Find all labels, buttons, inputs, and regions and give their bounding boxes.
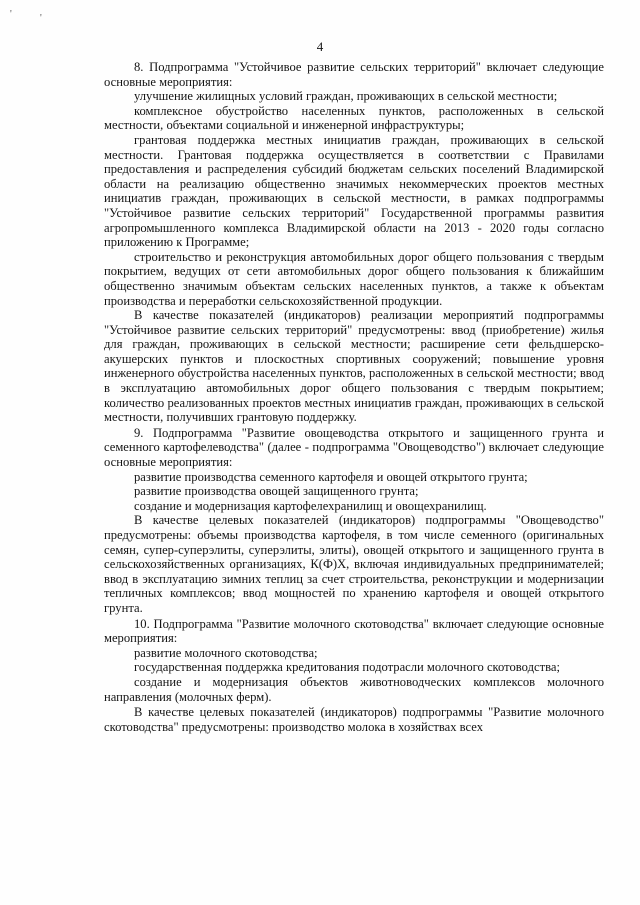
document-body xyxy=(104,60,604,734)
page-number: 4 xyxy=(316,39,324,54)
list-item-dairy-farms: создание и модернизация объектов животноводческих комплексов молочного направления (молочных ферм). xyxy=(104,674,604,704)
list-item-greenhouse-vegetables: развитие производства овощей защищенного грунта; xyxy=(134,484,419,499)
paragraph-subprogram-9-intro: 9. Подпрограмма "Развитие овощеводства открытого и защищенного грунта и семенного картофелеводства" (далее - подпрограмма "Овощеводство") включает следующие основные мероприятия: xyxy=(104,425,604,470)
list-item-housing: улучшение жилищных условий граждан, проживающих в сельской местности; xyxy=(134,89,558,104)
margin-mark: ' xyxy=(40,13,42,24)
paragraph-subprogram-10-intro: 10. Подпрограмма "Развитие молочного скотоводства" включает следующие основные мероприятия: xyxy=(104,616,604,646)
paragraph-indicators-10: В качестве целевых показателей (индикаторов) подпрограммы "Развитие молочного скотоводства" предусмотрены: производство молока в хозяйствах всех xyxy=(104,705,604,734)
list-item-seed-potato: развитие производства семенного картофеля и овощей открытого грунта; xyxy=(134,469,528,484)
list-item-roads: строительство и реконструкция автомобильных дорог общего пользования с твердым покрытием, ведущих от сети автомобильных дорог общего пользования к ближайшим общественно значимым объектам сельских населенных пунктов, а также к объектам производства и переработки сельскохозяйственной продукции. xyxy=(104,249,604,308)
margin-mark: ' xyxy=(10,9,12,20)
paragraph-indicators-9: В качестве целевых показателей (индикаторов) подпрограммы "Овощеводство" предусмотрены: объемы производства картофеля, в том числе семенного (оригинальных семян, супер-суперэлиты, суперэлиты, элиты), овощей открытого и защищенного грунта в сельскохозяйственных организациях, К(Ф)Х, включая индивидуальных предпринимателей; ввод в эксплуатацию зимних теплиц за счет строительства, реконструкции и модернизации тепличных комплексов; ввод мощностей по хранению картофеля и овощей открытого грунта. xyxy=(104,513,604,615)
paragraph-subprogram-8-intro: 8. Подпрограмма "Устойчивое развитие сельских территорий" включает следующие основные мероприятия: xyxy=(104,60,604,89)
list-item-grant-support: грантовая поддержка местных инициатив граждан, проживающих в сельской местности. Грантовая поддержка осуществляется в соответствии с Правилами предоставления и распределения субсидий бюджетам сельских поселений Владимирской области на реализацию общественно значимых некоммерческих проектов местных инициатив граждан, проживающих в сельской местности, в рамках подпрограммы "Устойчивое развитие сельских территорий" Государственной программы развития агропромышленного комплекса Владимирской области на 2013 - 2020 годы согласно приложению к Программе; xyxy=(104,132,604,250)
list-item-dairy-credit: государственная поддержка кредитования подотрасли молочного скотоводства; xyxy=(134,660,560,675)
list-item-infrastructure: комплексное обустройство населенных пунктов, расположенных в сельской местности, объектами социальной и инженерной инфраструктуры; xyxy=(104,103,604,133)
list-item-storage: создание и модернизация картофелехранилищ и овощехранилищ. xyxy=(134,498,487,513)
paragraph-indicators-8: В качестве показателей (индикаторов) реализации мероприятий подпрограммы "Устойчивое развитие сельских территорий" предусмотрены: ввод (приобретение) жилья для граждан, проживающих в сельской местности; расширение сети фельдшерско-акушерских пунктов и плоскостных спортивных сооружений; повышение уровня инженерного обустройства населенных пунктов, расположенных в сельской местности; ввод в эксплуатацию автомобильных дорог общего пользования с твердым покрытием; количество реализованных проектов местных инициатив граждан, проживающих в сельской местности, получивших грантовую поддержку. xyxy=(104,308,604,425)
list-item-dairy-development: развитие молочного скотоводства; xyxy=(134,645,318,660)
